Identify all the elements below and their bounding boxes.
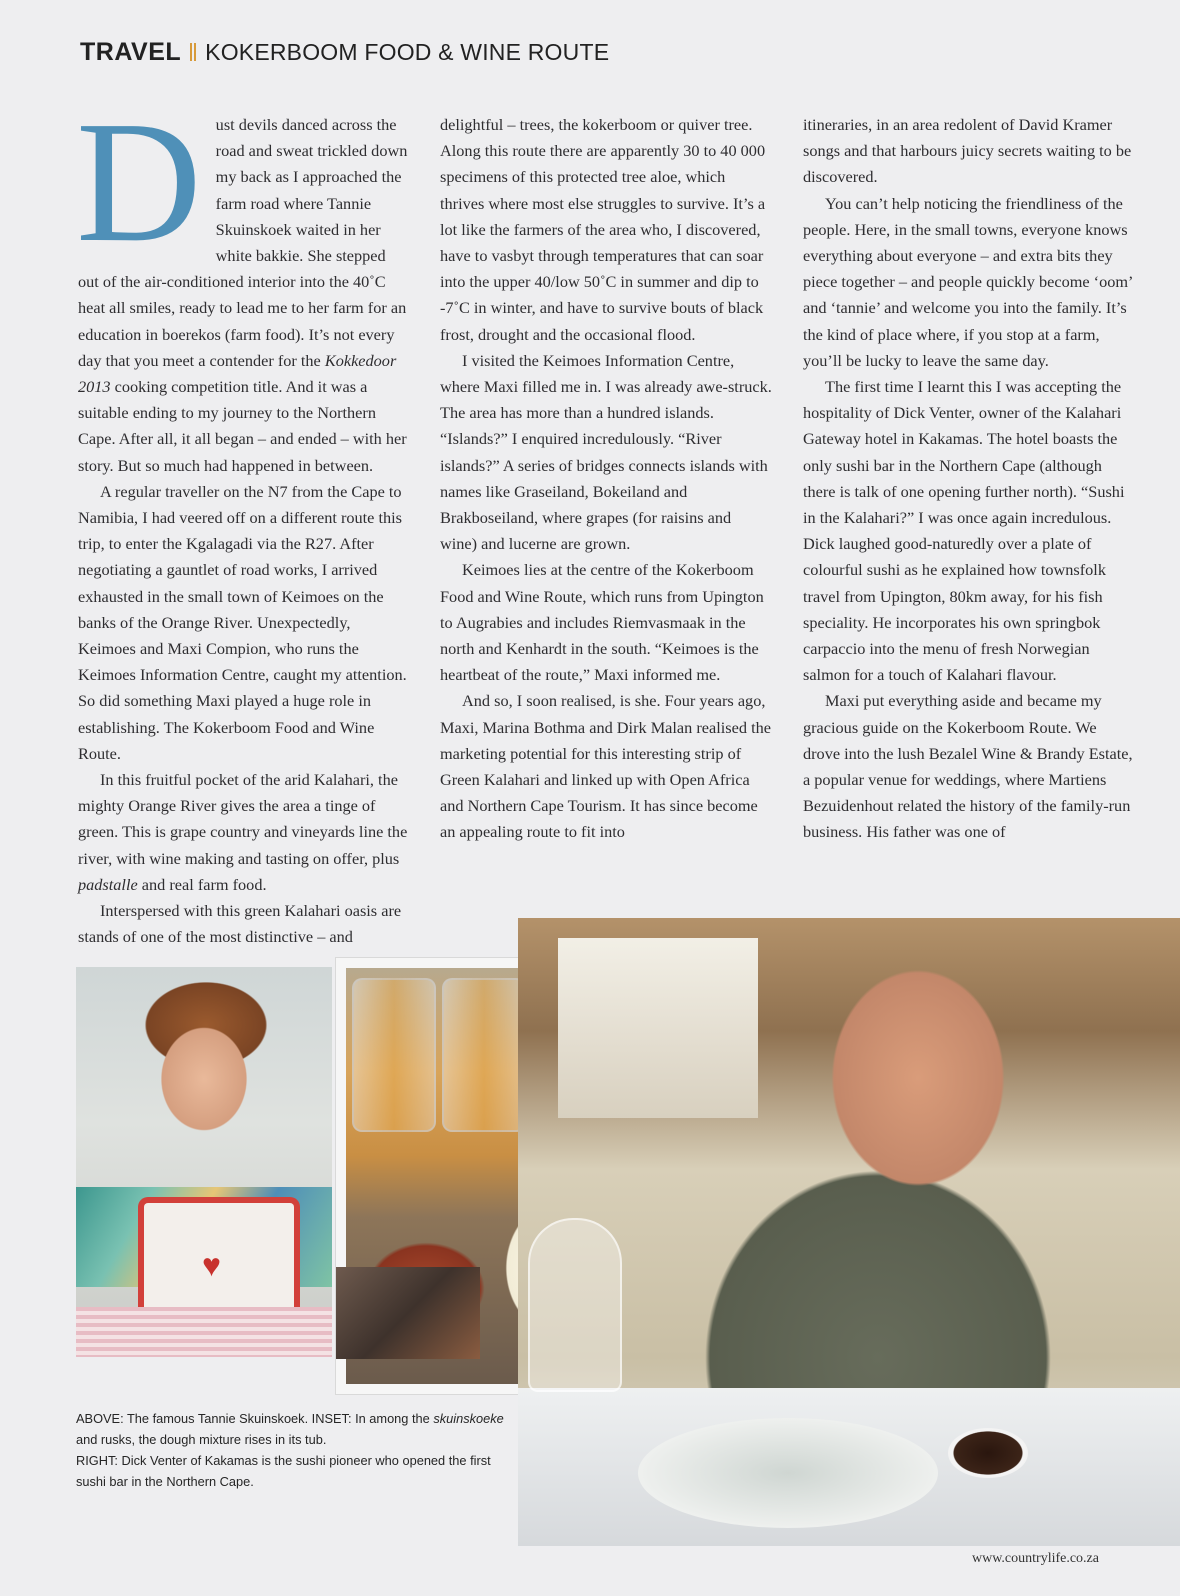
paragraph: Maxi put everything aside and became my gracious guide on the Kokerboom Route. We drove into the lush Bezalel Wine & Brandy Estate, a popular venue for weddings, where Martiens Bezuidenhout related the history of the family-run business. His father was one of	[803, 691, 1133, 842]
section-label: TRAVEL	[80, 37, 182, 66]
drop-cap: D	[76, 85, 202, 278]
photo-jar	[442, 978, 526, 1132]
photo-tannie-skuinskoek	[76, 967, 332, 1357]
page-header	[80, 32, 609, 72]
article-title: KOKERBOOM FOOD & WINE ROUTE	[205, 38, 610, 65]
photo-wine-glass	[528, 1218, 622, 1392]
paragraph: itineraries, in an area redolent of David Kramer songs and that harbours juicy secrets waiting to be discovered.	[803, 115, 1132, 187]
paragraph: A regular traveller on the N7 from the Cape to Namibia, I had veered off on a different route this trip, to enter the Kgalagadi via the R27. After negotiating a gauntlet of road works, I arrived exhausted in the small town of Keimoes on the banks of the Orange River. Unexpectedly, Keimoes and Maxi Compion, who runs the Keimoes Information Centre, caught my attention. So did something Maxi played a huge role in establishing. The Kokerboom Food and Wine Route.	[78, 481, 407, 763]
article-column-3	[803, 112, 1135, 846]
footer-url: www.countrylife.co.za	[972, 1551, 1099, 1566]
section-separator-icon	[190, 43, 198, 61]
paragraph: You can’t help noticing the friendliness of the people. Here, in the small towns, everyone knows everything about everyone – and extra bits they piece together – and people quickly become ‘oom’ and ‘tannie’ and welcome you into the family. It’s the kind of place where, if you stop at a farm, you’ll be lucky to leave the same day.	[803, 193, 1133, 370]
paragraph: Keimoes lies at the centre of the Kokerboom Food and Wine Route, which runs from Upington to Augrabies and includes Riemvasmaak in the north and Kenhardt in the south. “Keimoes is the heartbeat of the route,” Maxi informed me.	[440, 560, 764, 685]
caption-line: ABOVE: The famous Tannie Skuinskoek. INSET: In among the skuinskoeke and rusks, the dough mixture rises in its tub.	[76, 1411, 504, 1447]
paragraph: ust devils danced across the road and sweat trickled down my back as I approached the farm road where Tannie Skuinskoek waited in her white bakkie. She stepped out of the air-conditioned interior into the 40˚C heat all smiles, ready to lead me to her farm for an education in boerekos (farm food). It’s not every day that you meet a contender for the Kokkedoor 2013 cooking competition title. And it was a suitable ending to my journey to the Northern Cape. After all, it all began – and ended – with her story. But so much had happened in between.	[78, 115, 408, 475]
photo-window	[558, 938, 758, 1118]
photo-soy-sauce	[948, 1428, 1028, 1478]
photo-caption	[76, 1408, 506, 1492]
photo-skirt	[76, 1307, 332, 1357]
photo-jar	[352, 978, 436, 1132]
article-column-1	[76, 85, 410, 951]
photo-dick-venter	[518, 918, 1180, 1546]
caption-line: RIGHT: Dick Venter of Kakamas is the sushi pioneer who opened the first sushi bar in the Northern Cape.	[76, 1453, 491, 1489]
paragraph: delightful – trees, the kokerboom or quiver tree. Along this route there are apparently 30 to 40 000 specimens of this protected tree aloe, which thrives where most else struggles to survive. It’s a lot like the farmers of the area who, I discovered, have to vasbyt through temperatures that can soar into the upper 40/low 50˚C in summer and dip to -7˚C in winter, and have to survive bouts of black frost, drought and the occasional flood.	[440, 115, 766, 344]
photo-inset-dough	[336, 1267, 480, 1359]
paragraph: I visited the Keimoes Information Centre, where Maxi filled me in. I was already awe-struck. The area has more than a hundred islands. “Islands?” I enquired incredulously. “River islands?” A series of bridges connects islands with names like Graseiland, Bokeiland and Brakboseiland, where grapes (for raisins and wine) and lucerne are grown.	[440, 350, 772, 554]
paragraph: In this fruitful pocket of the arid Kalahari, the mighty Orange River gives the area a tinge of green. This is grape country and vineyards line the river, with wine making and tasting on offer, plus padstalle and real farm food.	[78, 770, 408, 894]
heart-icon: ♥	[202, 1247, 221, 1283]
paragraph: And so, I soon realised, is she. Four years ago, Maxi, Marina Bothma and Dirk Malan realised the marketing potential for this interesting strip of Green Kalahari and linked up with Open Africa and Northern Cape Tourism. It has since become an appealing route to fit into	[440, 691, 771, 842]
paragraph: Interspersed with this green Kalahari oasis are stands of one of the most distinctive – and	[78, 901, 402, 947]
article-column-2	[440, 112, 772, 846]
photo-sushi-plate	[638, 1418, 938, 1528]
paragraph: The first time I learnt this I was accepting the hospitality of Dick Venter, owner of the Kalahari Gateway hotel in Kakamas. The hotel boasts the only sushi bar in the Northern Cape (although there is talk of one opening further north). “Sushi in the Kalahari?” I was once again incredulous. Dick laughed good-naturedly over a plate of colourful sushi as he explained how townsfolk travel from Upington, 80km away, for his fish speciality. He incorporates his own springbok carpaccio into the menu of fresh Norwegian salmon for a touch of Kalahari flavour.	[803, 377, 1125, 685]
